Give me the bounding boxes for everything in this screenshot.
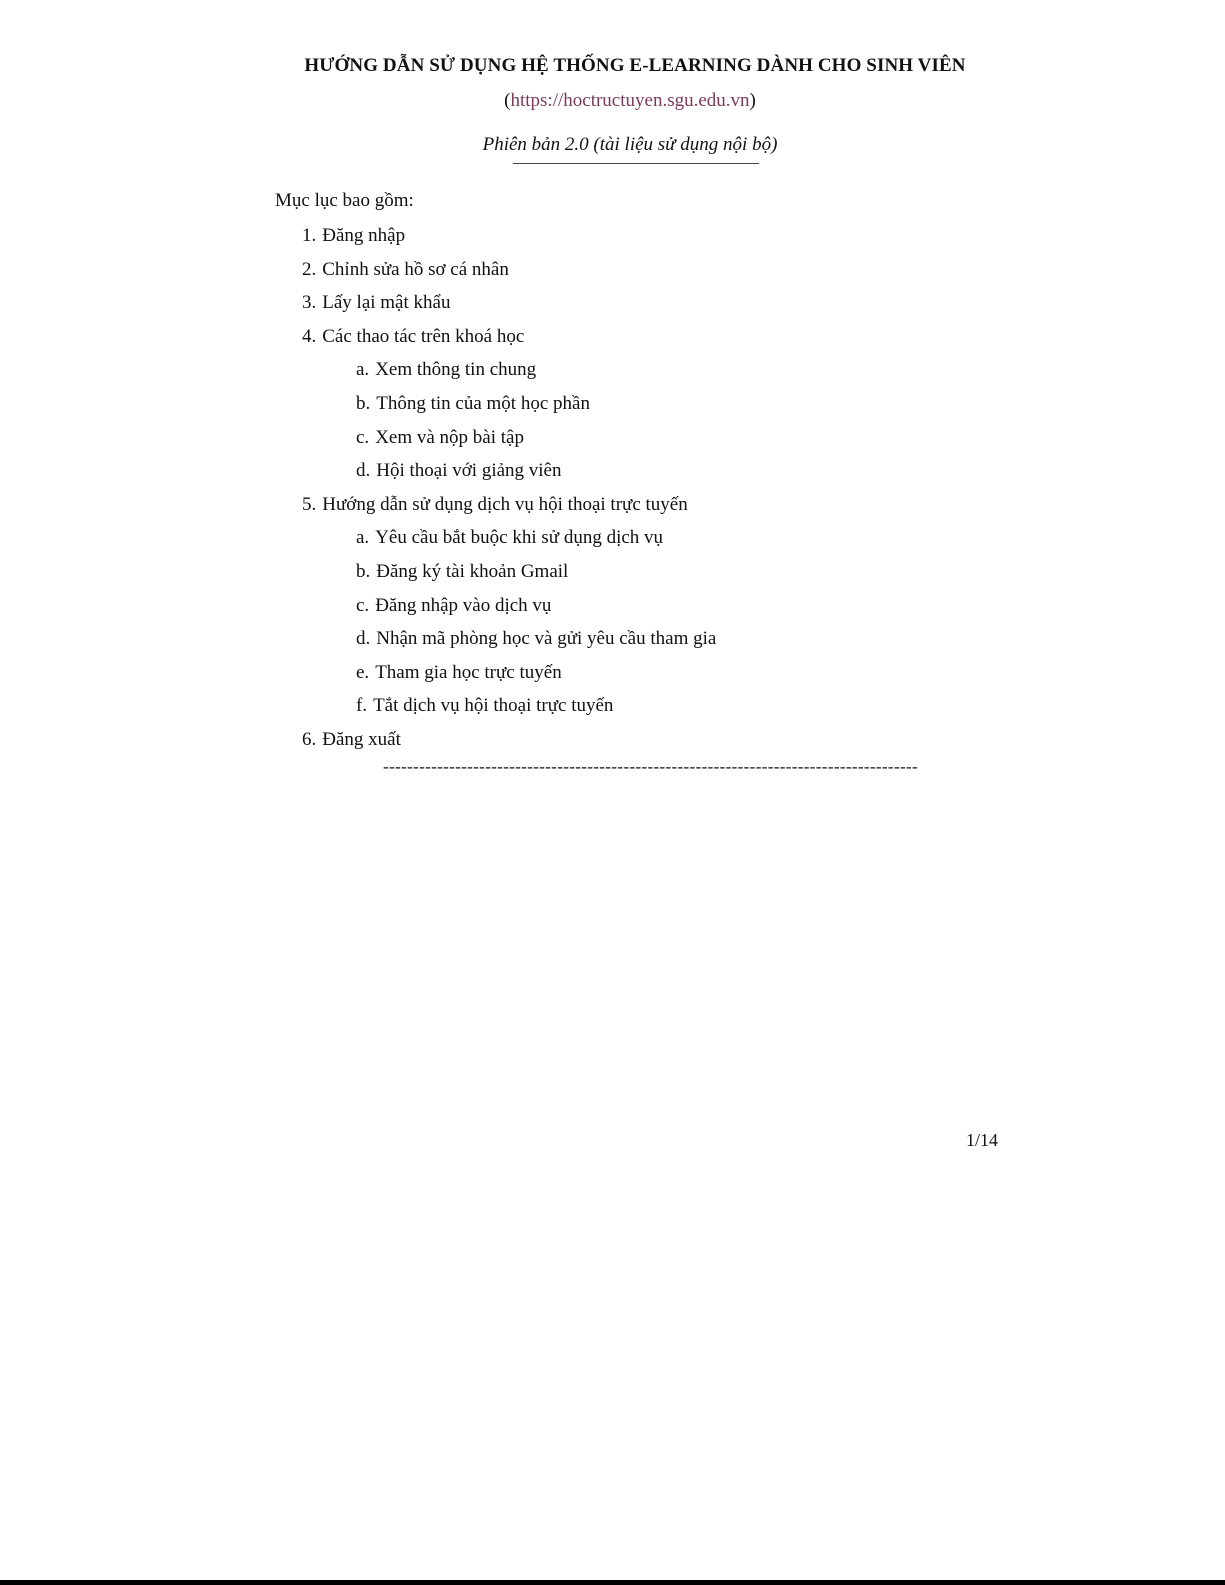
toc-item-marker: a. bbox=[356, 527, 370, 549]
toc-item bbox=[0, 727, 1225, 761]
toc-item bbox=[0, 290, 1225, 324]
toc-subitem bbox=[0, 693, 1225, 727]
toc-item-marker: f. bbox=[356, 695, 368, 717]
toc-item-marker: c. bbox=[356, 594, 370, 616]
version-underline bbox=[513, 163, 759, 164]
url-link[interactable]: https://hoctructuyen.sgu.edu.vn bbox=[510, 90, 750, 111]
toc-item bbox=[0, 257, 1225, 291]
toc-heading: Mục lục bao gồm: bbox=[275, 190, 414, 211]
toc-item-label: Đăng xuất bbox=[322, 728, 401, 750]
toc-item-marker: 4. bbox=[302, 325, 317, 347]
url-close-paren: ) bbox=[749, 90, 756, 111]
toc-item-marker: 3. bbox=[302, 292, 317, 314]
toc-item-label: Hướng dẫn sử dụng dịch vụ hội thoại trực tuyến bbox=[322, 493, 688, 515]
document-title: HƯỚNG DẪN SỬ DỤNG HỆ THỐNG E-LEARNING DÀNH CHO SINH VIÊN bbox=[304, 55, 966, 76]
toc-item-marker: 6. bbox=[302, 728, 317, 750]
toc-item-label: Đăng nhập bbox=[322, 225, 406, 246]
toc-item-label: Đăng nhập vào dịch vụ bbox=[375, 594, 552, 616]
version-label: Phiên bản 2.0 (tài liệu sử dụng nội bộ) bbox=[482, 134, 778, 155]
toc-subitem bbox=[0, 525, 1225, 559]
toc-item-marker: d. bbox=[356, 628, 371, 650]
toc-item bbox=[0, 223, 1225, 257]
toc-subitem bbox=[0, 626, 1225, 660]
toc-subitem bbox=[0, 593, 1225, 627]
toc-item-label: Hội thoại với giảng viên bbox=[376, 460, 562, 482]
page-bottom-edge bbox=[0, 1580, 1225, 1585]
toc-item-marker: b. bbox=[356, 392, 371, 414]
toc-subitem bbox=[0, 458, 1225, 492]
url-open-paren: ( bbox=[504, 90, 511, 111]
toc-item-marker: 5. bbox=[302, 493, 317, 515]
page-number: 1/14 bbox=[966, 1130, 999, 1150]
separator-line: ----------------------------------------------------------------------------------------- bbox=[383, 757, 918, 776]
toc-item-label: Đăng ký tài khoản Gmail bbox=[376, 560, 569, 582]
toc-item-marker: 2. bbox=[302, 258, 317, 280]
toc-item-label: Thông tin của một học phần bbox=[376, 392, 590, 414]
toc-subitem bbox=[0, 357, 1225, 391]
toc-subitem bbox=[0, 391, 1225, 425]
toc-item-marker: c. bbox=[356, 426, 370, 448]
toc-item-label: Xem thông tin chung bbox=[375, 359, 537, 381]
toc-subitem bbox=[0, 660, 1225, 694]
toc-item-label: Lấy lại mật khẩu bbox=[322, 292, 451, 314]
toc-item-marker: b. bbox=[356, 560, 371, 582]
toc-item-marker: d. bbox=[356, 460, 371, 482]
toc-item-label: Tắt dịch vụ hội thoại trực tuyến bbox=[373, 695, 614, 717]
toc-item-label: Nhận mã phòng học và gửi yêu cầu tham gia bbox=[376, 628, 717, 650]
toc-item-label: Tham gia học trực tuyến bbox=[375, 661, 562, 683]
toc-item-label: Xem và nộp bài tập bbox=[375, 426, 524, 448]
toc-subitem bbox=[0, 425, 1225, 459]
toc-item-marker: a. bbox=[356, 359, 370, 381]
toc-subitem bbox=[0, 559, 1225, 593]
toc-item-label: Chỉnh sửa hồ sơ cá nhân bbox=[322, 258, 509, 280]
toc-item-marker: e. bbox=[356, 661, 370, 683]
table-of-contents bbox=[0, 223, 1225, 761]
toc-item-label: Các thao tác trên khoá học bbox=[322, 325, 525, 347]
url-line bbox=[0, 90, 1225, 112]
toc-item-marker: 1. bbox=[302, 225, 317, 246]
toc-item bbox=[0, 492, 1225, 526]
toc-item bbox=[0, 324, 1225, 358]
toc-item-label: Yêu cầu bắt buộc khi sử dụng dịch vụ bbox=[375, 527, 664, 549]
